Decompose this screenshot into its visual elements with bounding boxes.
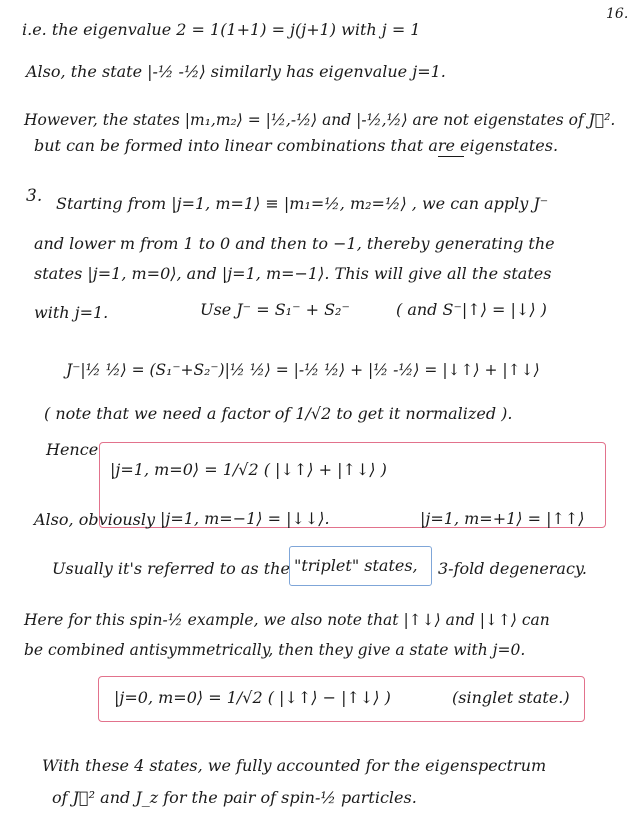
- line-four-states: With these 4 states, we fully accounted for the eigenspectrum: [42, 756, 547, 775]
- line-with-j1: with j=1.: [34, 303, 109, 322]
- line-degeneracy: 3-fold degeneracy.: [438, 559, 587, 578]
- line-normalization-note: ( note that we need a factor of 1/√2 to get it normalized ).: [44, 404, 513, 423]
- line-s-minus-up: ( and S⁻|↑⟩ = |↓⟩ ): [396, 300, 547, 319]
- section-number: 3.: [26, 186, 43, 206]
- underline-are: [438, 156, 464, 157]
- line-eigenspectrum: of J⃗² and J_z for the pair of spin-½ particles.: [52, 788, 417, 807]
- line-states: states |j=1, m=0⟩, and |j=1, m=−1⟩. This will give all the states: [34, 264, 552, 283]
- line-usually: Usually it's referred to as the: [52, 559, 290, 578]
- equation-m0: |j=1, m=0⟩ = 1/√2 ( |↓↑⟩ + |↑↓⟩ ): [110, 460, 387, 479]
- line-here-spin-half: Here for this spin-½ example, we also note that |↑↓⟩ and |↓↑⟩ can: [24, 611, 550, 629]
- equation-jminus-action: J⁻|½ ½⟩ = (S₁⁻+S₂⁻)|½ ½⟩ = |-½ ½⟩ + |½ -½⟩ = |↓↑⟩ + |↑↓⟩: [66, 361, 540, 379]
- equation-m-minus1: |j=1, m=−1⟩ = |↓↓⟩.: [160, 509, 330, 528]
- label-singlet-state: (singlet state.): [452, 688, 570, 707]
- equation-m-plus1: |j=1, m=+1⟩ = |↑↑⟩: [420, 509, 585, 528]
- equation-singlet: |j=0, m=0⟩ = 1/√2 ( |↓↑⟩ − |↑↓⟩ ): [114, 688, 391, 707]
- line-lower-m: and lower m from 1 to 0 and then to −1, thereby generating the: [34, 234, 555, 253]
- line-linear-combinations: but can be formed into linear combinations that are eigenstates.: [34, 136, 559, 155]
- label-triplet-states: "triplet" states,: [294, 556, 418, 575]
- line-use-jminus: Use J⁻ = S₁⁻ + S₂⁻: [200, 300, 350, 319]
- line-also-state: Also, the state |-½ -½⟩ similarly has eigenvalue j=1.: [26, 62, 446, 81]
- line-hence: Hence: [46, 440, 99, 459]
- line-however: However, the states |m₁,m₂⟩ = |½,-½⟩ and |-½,½⟩ are not eigenstates of J⃗².: [24, 111, 616, 129]
- line-antisymmetric: be combined antisymmetrically, then they give a state with j=0.: [24, 641, 526, 659]
- page-number: 16.: [606, 6, 629, 22]
- line-starting-from: Starting from |j=1, m=1⟩ ≡ |m₁=½, m₂=½⟩ , we can apply J⁻: [56, 194, 549, 213]
- line-eigenvalue: i.e. the eigenvalue 2 = 1(1+1) = j(j+1) with j = 1: [22, 20, 421, 39]
- line-also-obviously: Also, obviously: [34, 510, 156, 529]
